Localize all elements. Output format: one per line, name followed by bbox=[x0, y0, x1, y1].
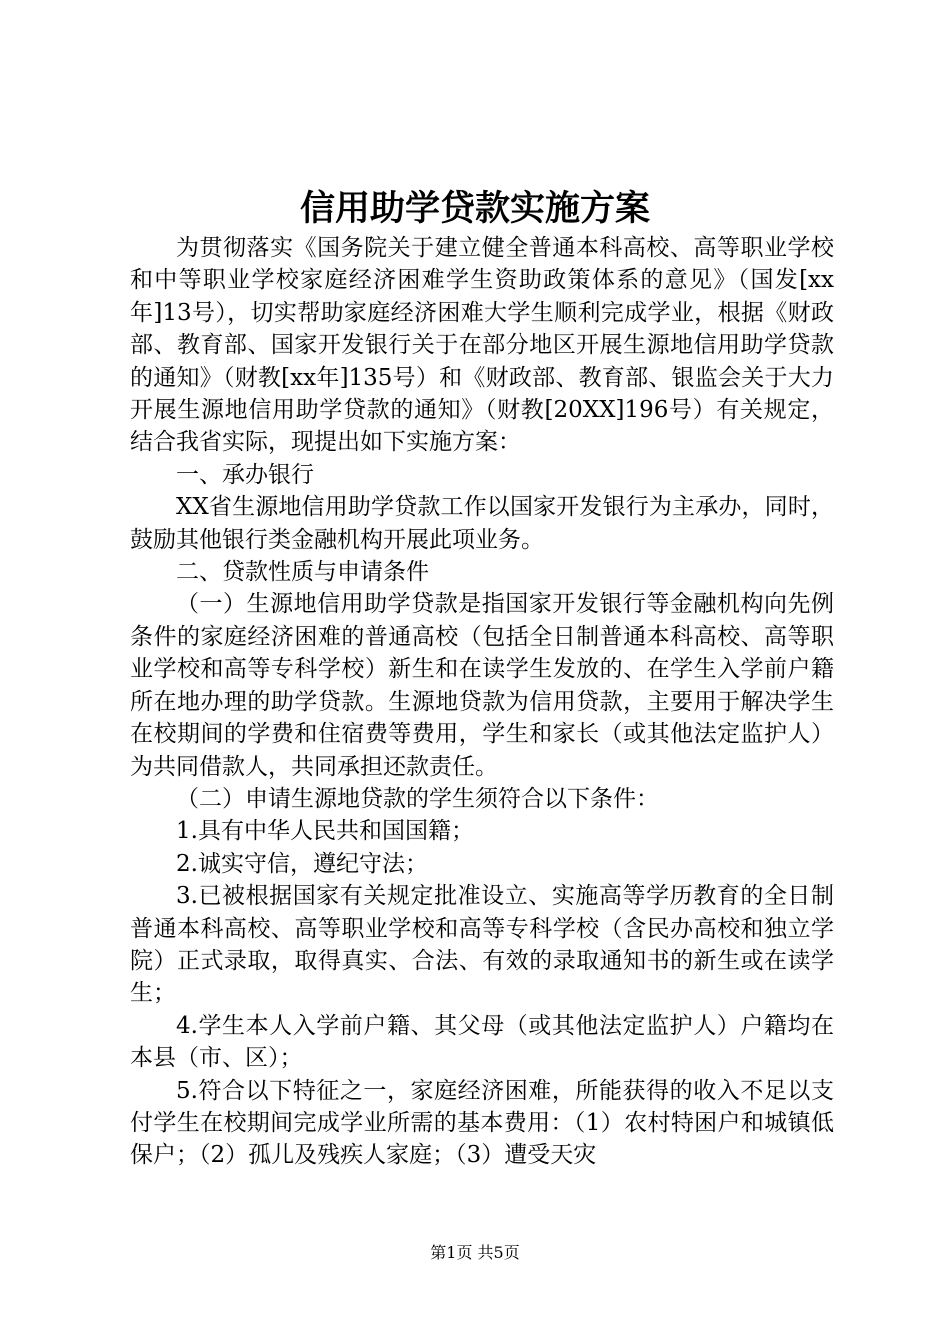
paragraph-subsection-2: （二）申请生源地贷款的学生须符合以下条件： bbox=[176, 785, 659, 812]
paragraph-section-1: XX省生源地信用助学贷款工作以国家开发银行为主承办，同时，鼓励其他银行类金融机构开展此项业务。 bbox=[130, 494, 834, 553]
document-body bbox=[130, 232, 834, 1172]
paragraph-intro: 为贯彻落实《国务院关于建立健全普通本科高校、高等职业学校和中等职业学校家庭经济困难学生资助政策体系的意见》（国发[xx年]13号），切实帮助家庭经济困难大学生顺利完成学业，根据《财政部、教育部、国家开发银行关于在部分地区开展生源地信用助学贷款的通知》（财教[xx年]135号）和《财政部、教育部、银监会关于大力开展生源地信用助学贷款的通知》（财教[20XX]196号）有关规定，结合我省实际，现提出如下实施方案： bbox=[130, 235, 834, 456]
page-footer: 第1页 共5页 bbox=[430, 1243, 520, 1262]
list-item-1: 1.具有中华人民共和国国籍； bbox=[176, 818, 474, 845]
paragraph-subsection-1: （一）生源地信用助学贷款是指国家开发银行等金融机构向先例条件的家庭经济困难的普通高校（包括全日制普通本科高校、高等职业学校和高等专科学校）新生和在读学生发放的、在学生入学前户籍所在地办理的助学贷款。生源地贷款为信用贷款，主要用于解决学生在校期间的学费和住宿费等费用，学生和家长（或其他法定监护人）为共同借款人，共同承担还款责任。 bbox=[130, 591, 834, 780]
list-item-2: 2.诚实守信，遵纪守法； bbox=[176, 850, 428, 877]
list-item-3: 3.已被根据国家有关规定批准设立、实施高等学历教育的全日制普通本科高校、高等职业学校和高等专科学校（含民办高校和独立学院）正式录取，取得真实、合法、有效的录取通知书的新生或在读学生； bbox=[130, 883, 834, 1007]
heading-section-2: 二、贷款性质与申请条件 bbox=[176, 559, 429, 586]
list-item-5: 5.符合以下特征之一，家庭经济困难，所能获得的收入不足以支付学生在校期间完成学业所需的基本费用：（1）农村特困户和城镇低保户；（2）孤儿及残疾人家庭；（3）遭受天灾 bbox=[130, 1077, 834, 1169]
heading-section-1: 一、承办银行 bbox=[176, 461, 314, 488]
document-title: 信用助学贷款实施方案 bbox=[299, 189, 650, 229]
list-item-4: 4.学生本人入学前户籍、其父母（或其他法定监护人）户籍均在本县（市、区）； bbox=[130, 1012, 834, 1072]
